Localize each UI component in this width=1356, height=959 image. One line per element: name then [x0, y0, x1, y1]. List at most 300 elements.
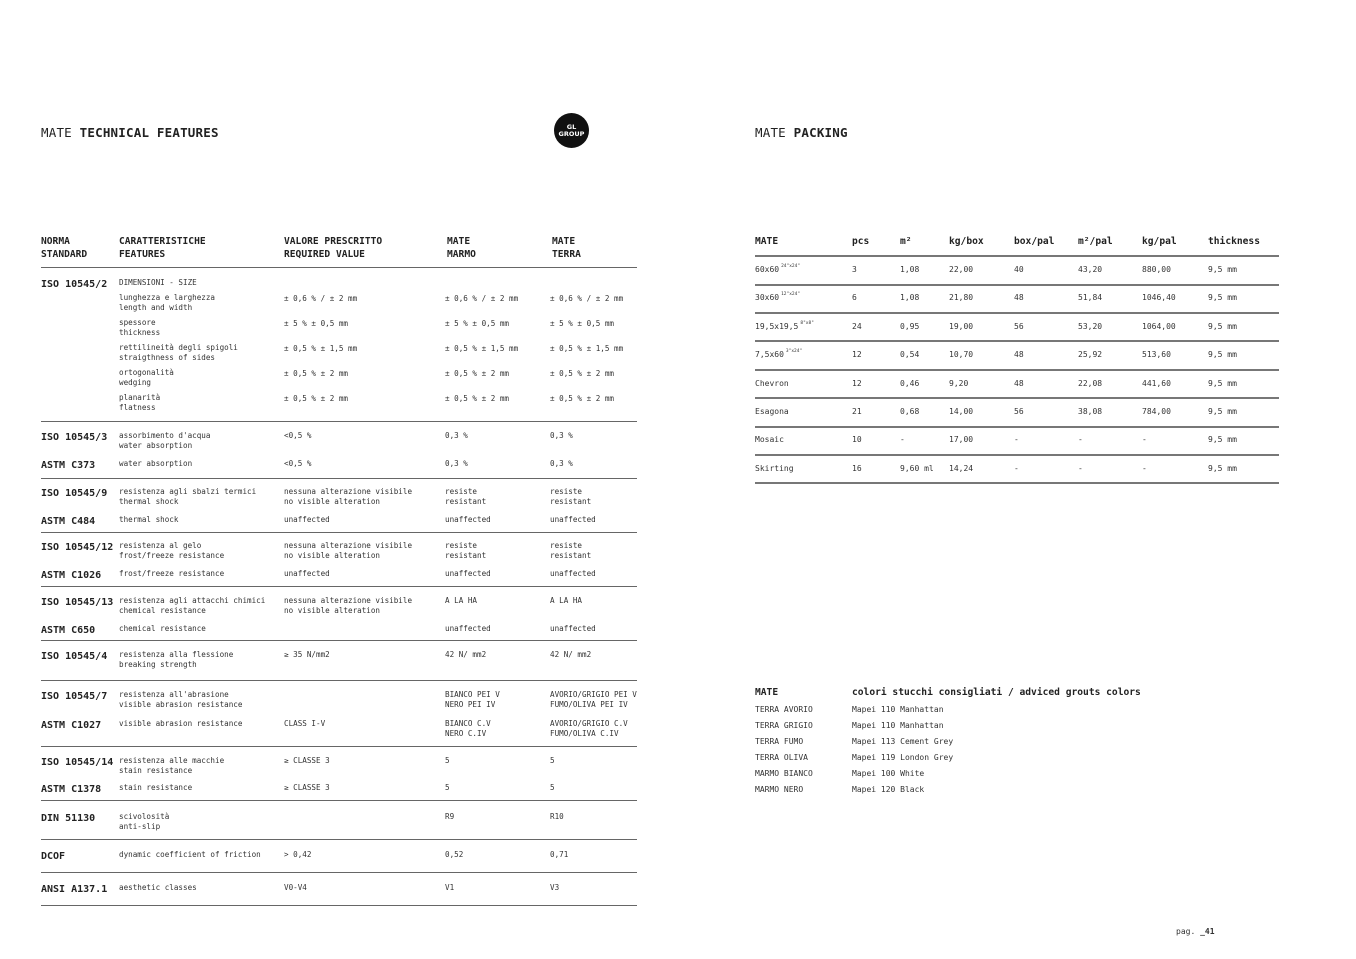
- grout-tile-color-line: TERRA AVORIO: [755, 705, 813, 714]
- feature-text-line: scivolosità: [119, 812, 170, 821]
- grout-tile-color: [755, 785, 803, 794]
- divider: [41, 839, 637, 840]
- divider: [41, 680, 637, 681]
- grout-tile-color: [755, 769, 813, 778]
- required-value-line: <0,5 %: [284, 431, 312, 440]
- standard-code-line: ISO 10545/3: [41, 432, 108, 443]
- standard-code: [41, 570, 101, 581]
- standard-code-line: ISO 10545/9: [41, 488, 108, 499]
- packing-cell-m2-line: -: [900, 435, 905, 445]
- marmo-value: [445, 319, 509, 329]
- size-label: Esagona: [755, 407, 789, 416]
- standard-code: [41, 432, 107, 443]
- grout-header-colors-line: colori stucchi consigliati / adviced grouts colors: [852, 687, 1141, 698]
- standard-code-line: ISO 10545/7: [41, 691, 108, 702]
- marmo-value-line: 0,3 %: [445, 459, 468, 468]
- feature-text: [119, 368, 174, 388]
- marmo-value-line: 5: [445, 756, 450, 765]
- grout-header-mate: [755, 687, 778, 698]
- marmo-value: [445, 812, 454, 822]
- feature-text-line: thermal shock: [119, 515, 179, 524]
- packing-cell-m2: [900, 322, 919, 331]
- packing-header: [1142, 236, 1177, 247]
- divider: [41, 800, 637, 801]
- packing-header: [1078, 236, 1113, 247]
- packing-cell-boxpal-line: 56: [1014, 407, 1024, 416]
- terra-value-line: AVORIO/GRIGIO PEI V: [550, 690, 637, 699]
- feature-text-line: frost/freeze resistance: [119, 569, 225, 578]
- standard-code-line: ASTM C1027: [41, 720, 102, 731]
- packing-cell-kgbox-line: 14,00: [949, 407, 974, 416]
- packing-cell-boxpal: [1014, 350, 1024, 359]
- terra-value: [550, 319, 614, 329]
- packing-cell-kgpal: [1142, 350, 1171, 359]
- packing-header: [852, 236, 869, 247]
- standard-code: [41, 516, 95, 527]
- terra-value-line: FUMO/OLIVA PEI IV: [550, 700, 628, 709]
- packing-row-divider: [755, 369, 1279, 371]
- packing-header-line: m²: [900, 236, 912, 247]
- feature-text: [119, 812, 169, 832]
- marmo-value-line: ± 0,5 % ± 2 mm: [445, 369, 510, 378]
- packing-cell-m2-line: 0,54: [900, 350, 920, 360]
- packing-cell-kgpal: [1142, 322, 1176, 331]
- terra-value: [550, 431, 573, 441]
- required-value: [284, 650, 330, 660]
- packing-size: [755, 322, 814, 331]
- marmo-value: [445, 541, 486, 561]
- packing-cell-kgpal-line: -: [1142, 435, 1147, 445]
- grout-tile-color-line: TERRA GRIGIO: [755, 721, 813, 730]
- feature-text: [119, 883, 197, 893]
- packing-cell-pcs-line: 6: [852, 293, 857, 303]
- header-divider: [41, 267, 637, 268]
- marmo-value-line: ± 0,5 % ± 2 mm: [445, 394, 510, 403]
- standard-code-line: ASTM C1026: [41, 570, 102, 581]
- marmo-value: [445, 783, 450, 793]
- required-value: [284, 459, 311, 469]
- packing-cell-kgbox-line: 14,24: [949, 463, 974, 473]
- standard-code-line: ASTM C484: [41, 516, 96, 527]
- packing-cell-thickness: [1208, 407, 1237, 416]
- feature-text-line: resistenza alla flessione: [119, 650, 234, 659]
- packing-header-line: thickness: [1208, 236, 1260, 247]
- packing-cell-kgpal-line: 441,60: [1142, 378, 1171, 388]
- terra-value-line: ± 0,6 % / ± 2 mm: [550, 294, 624, 303]
- marmo-value: [445, 569, 491, 579]
- required-value-line: no visible alteration: [284, 606, 381, 615]
- terra-value: [550, 783, 555, 793]
- feature-text: [119, 756, 224, 776]
- packing-cell-kgbox-line: 22,00: [949, 265, 974, 274]
- standard-code: [41, 813, 95, 824]
- marmo-value-line: resiste: [445, 541, 478, 550]
- packing-cell-m2pal-line: -: [1078, 463, 1083, 473]
- feature-text-line: straigthness of sides: [119, 353, 216, 362]
- feature-text: [119, 515, 178, 525]
- marmo-value-line: 42 N/ mm2: [445, 650, 487, 659]
- packing-header: [1014, 236, 1054, 247]
- feature-text-line: lunghezza e larghezza: [119, 293, 216, 302]
- packing-cell-kgbox: [949, 379, 968, 388]
- size-inch: 12"x24": [781, 292, 801, 298]
- marmo-value: [445, 650, 486, 660]
- grout-recommended: [852, 705, 944, 714]
- packing-cell-thickness: [1208, 322, 1237, 331]
- marmo-value: [445, 459, 468, 469]
- standard-code: [41, 625, 95, 636]
- required-value: [284, 541, 412, 561]
- feature-text-line: assorbimento d'acqua: [119, 431, 211, 440]
- feature-text: [119, 293, 215, 313]
- marmo-value-line: ± 0,5 % ± 1,5 mm: [445, 344, 519, 353]
- packing-cell-boxpal-line: 48: [1014, 293, 1024, 303]
- feature-text-line: spessore: [119, 318, 156, 327]
- required-value-line: ≥ 35 N/mm2: [284, 650, 330, 659]
- terra-value-line: 42 N/ mm2: [550, 650, 592, 659]
- packing-header-line: kg/box: [949, 236, 984, 247]
- terra-value-line: unaffected: [550, 515, 596, 524]
- packing-title: MATE PACKING: [755, 125, 848, 140]
- required-value-line: no visible alteration: [284, 497, 381, 506]
- feature-text-line: water absorption: [119, 441, 193, 450]
- packing-cell-boxpal-line: 56: [1014, 321, 1024, 331]
- terra-value-line: resiste: [550, 541, 583, 550]
- packing-cell-thickness: [1208, 350, 1237, 359]
- feature-text: [119, 719, 242, 729]
- size-label: 19,5x19,5: [755, 321, 799, 331]
- marmo-value: [445, 431, 468, 441]
- required-value: [284, 850, 311, 860]
- grout-tile-color-line: MARMO BIANCO: [755, 769, 813, 778]
- packing-cell-boxpal: [1014, 322, 1024, 331]
- feature-text-line: ortogonalità: [119, 368, 174, 377]
- grout-recommended: [852, 753, 953, 762]
- packing-cell-thickness-line: 9,5 mm: [1208, 435, 1237, 445]
- packing-size: [755, 379, 789, 388]
- packing-cell-pcs: [852, 435, 862, 444]
- marmo-value-line: BIANCO PEI V: [445, 690, 500, 699]
- marmo-value-line: ± 0,6 % / ± 2 mm: [445, 294, 519, 303]
- terra-value: [550, 624, 596, 634]
- packing-cell-thickness-line: 9,5 mm: [1208, 463, 1237, 473]
- packing-cell-pcs-line: 10: [852, 435, 862, 445]
- terra-value: [550, 596, 582, 606]
- divider: [41, 746, 637, 747]
- terra-value: [550, 459, 573, 469]
- terra-value-line: resistant: [550, 497, 592, 506]
- grout-header-colors: [852, 687, 1141, 698]
- tech-header-features: CARATTERISTICHE FEATURES: [119, 236, 206, 260]
- feature-text: [119, 541, 224, 561]
- feature-text-line: chemical resistance: [119, 624, 206, 633]
- feature-text-line: length and width: [119, 303, 193, 312]
- feature-text: [119, 569, 224, 579]
- packing-cell-m2pal-line: 38,08: [1078, 407, 1103, 416]
- terra-value-line: ± 0,5 % ± 2 mm: [550, 394, 615, 403]
- standard-code-line: ISO 10545/2: [41, 279, 108, 290]
- packing-cell-thickness: [1208, 435, 1237, 444]
- packing-cell-thickness-line: 9,5 mm: [1208, 321, 1237, 331]
- required-value-line: ≥ CLASSE 3: [284, 783, 330, 792]
- feature-text-line: dynamic coefficient of friction: [119, 850, 261, 859]
- packing-header: [755, 236, 778, 247]
- standard-code: [41, 542, 113, 553]
- packing-cell-boxpal: [1014, 435, 1019, 444]
- packing-header-line: m²/pal: [1078, 236, 1113, 247]
- packing-cell-kgpal: [1142, 379, 1171, 388]
- feature-text-line: anti-slip: [119, 822, 161, 831]
- packing-cell-pcs: [852, 407, 862, 416]
- packing-cell-kgpal-line: 784,00: [1142, 407, 1171, 416]
- packing-cell-kgpal-line: 1064,00: [1142, 321, 1176, 331]
- packing-cell-thickness: [1208, 464, 1237, 473]
- packing-cell-kgbox: [949, 350, 973, 359]
- grout-tile-color-line: TERRA FUMO: [755, 737, 804, 746]
- marmo-value: [445, 624, 491, 634]
- standard-code-line: ASTM C650: [41, 625, 96, 636]
- packing-cell-m2pal-line: 53,20: [1078, 321, 1103, 331]
- feature-text-line: resistenza al gelo: [119, 541, 202, 550]
- standard-code-line: ASTM C1378: [41, 784, 102, 795]
- packing-cell-kgpal-line: 880,00: [1142, 265, 1171, 274]
- packing-cell-thickness-line: 9,5 mm: [1208, 350, 1237, 360]
- marmo-value: [445, 690, 500, 710]
- packing-cell-m2-line: 1,08: [900, 293, 920, 303]
- packing-cell-kgpal: [1142, 265, 1171, 274]
- packing-cell-boxpal-line: 48: [1014, 350, 1024, 360]
- terra-value: [550, 812, 564, 822]
- feature-text-line: resistenza agli attacchi chimici: [119, 596, 266, 605]
- packing-cell-boxpal-line: 48: [1014, 378, 1024, 388]
- packing-cell-m2pal: [1078, 322, 1102, 331]
- packing-cell-m2-line: 0,68: [900, 407, 920, 416]
- packing-cell-m2pal: [1078, 293, 1102, 302]
- divider: [41, 905, 637, 906]
- packing-cell-kgbox-line: 17,00: [949, 435, 974, 445]
- feature-text: [119, 624, 206, 634]
- feature-text: [119, 318, 160, 338]
- packing-cell-m2: [900, 407, 919, 416]
- packing-cell-kgbox: [949, 293, 973, 302]
- packing-cell-thickness-line: 9,5 mm: [1208, 407, 1237, 416]
- marmo-value-line: resistant: [445, 497, 487, 506]
- standard-code: [41, 597, 113, 608]
- terra-value: [550, 515, 596, 525]
- packing-cell-pcs-line: 24: [852, 321, 862, 331]
- packing-header-line: kg/pal: [1142, 236, 1177, 247]
- required-value-line: ± 5 % ± 0,5 mm: [284, 319, 349, 328]
- packing-cell-thickness: [1208, 265, 1237, 274]
- packing-cell-thickness-line: 9,5 mm: [1208, 265, 1237, 274]
- packing-cell-kgbox-line: 21,80: [949, 293, 974, 303]
- terra-value-line: V3: [550, 883, 560, 892]
- feature-text: [119, 650, 233, 670]
- packing-cell-m2pal: [1078, 379, 1102, 388]
- terra-value: [550, 719, 628, 739]
- feature-text-line: water absorption: [119, 459, 193, 468]
- packing-cell-m2pal: [1078, 407, 1102, 416]
- feature-text: [119, 459, 192, 469]
- marmo-value-line: resistant: [445, 551, 487, 560]
- gl-group-logo: GL GROUP: [554, 113, 589, 148]
- size-inch: 3"x24": [785, 349, 803, 355]
- required-value: [284, 569, 330, 579]
- packing-header: [949, 236, 984, 247]
- required-value: [284, 756, 330, 766]
- feature-text: [119, 783, 192, 793]
- feature-text-line: aesthetic classes: [119, 883, 197, 892]
- feature-text: [119, 850, 261, 860]
- grout-tile-color: [755, 705, 813, 714]
- packing-cell-m2-line: 1,08: [900, 265, 920, 274]
- terra-value-line: ± 0,5 % ± 1,5 mm: [550, 344, 624, 353]
- packing-cell-m2pal: [1078, 265, 1102, 274]
- standard-code: [41, 720, 101, 731]
- standard-code-line: ANSI A137.1: [41, 884, 108, 895]
- packing-cell-boxpal: [1014, 379, 1024, 388]
- packing-header: [900, 236, 912, 247]
- feature-text-line: resistenza all'abrasione: [119, 690, 229, 699]
- feature-text: [119, 393, 160, 413]
- terra-value: [550, 541, 591, 561]
- marmo-value: [445, 369, 509, 379]
- terra-value-line: FUMO/OLIVA C.IV: [550, 729, 619, 738]
- required-value: [284, 883, 307, 893]
- required-value-line: ≥ CLASSE 3: [284, 756, 330, 765]
- marmo-value-line: unaffected: [445, 515, 491, 524]
- size-label: Skirting: [755, 463, 794, 473]
- packing-cell-m2: [900, 265, 919, 274]
- packing-cell-boxpal-line: 40: [1014, 265, 1024, 274]
- standard-code: [41, 691, 107, 702]
- packing-cell-kgpal: [1142, 464, 1147, 473]
- packing-size: [755, 265, 800, 274]
- packing-cell-m2-line: 9,60 ml: [900, 463, 934, 473]
- marmo-value-line: NERO PEI IV: [445, 700, 496, 709]
- divider: [41, 586, 637, 587]
- packing-cell-thickness-line: 9,5 mm: [1208, 378, 1237, 388]
- packing-cell-m2pal-line: 43,20: [1078, 265, 1103, 274]
- standard-code: [41, 784, 101, 795]
- divider: [41, 640, 637, 641]
- packing-cell-m2: [900, 293, 919, 302]
- size-label: 30x60: [755, 293, 780, 303]
- packing-cell-thickness-line: 9,5 mm: [1208, 293, 1237, 303]
- marmo-value: [445, 850, 463, 860]
- terra-value: [550, 690, 637, 710]
- packing-cell-pcs-line: 16: [852, 463, 862, 473]
- standard-code: [41, 884, 107, 895]
- marmo-value-line: resiste: [445, 487, 478, 496]
- packing-cell-m2-line: 0,95: [900, 321, 920, 331]
- packing-cell-kgpal: [1142, 293, 1176, 302]
- standard-code: [41, 460, 95, 471]
- packing-cell-pcs: [852, 293, 857, 302]
- terra-value-line: R10: [550, 812, 564, 821]
- packing-cell-m2: [900, 464, 934, 473]
- grout-recommended-line: Mapei 120 Black: [852, 785, 925, 794]
- required-value-line: nessuna alterazione visibile: [284, 596, 413, 605]
- feature-text: [119, 596, 265, 616]
- feature-text-line: thickness: [119, 328, 161, 337]
- packing-header-line: pcs: [852, 236, 870, 247]
- packing-cell-m2pal: [1078, 350, 1102, 359]
- required-value-line: > 0,42: [284, 850, 312, 859]
- standard-code: [41, 488, 107, 499]
- terra-value-line: unaffected: [550, 624, 596, 633]
- packing-size: [755, 350, 802, 359]
- required-value: [284, 719, 325, 729]
- grout-tile-color-line: MARMO NERO: [755, 785, 804, 794]
- packing-row-divider: [755, 397, 1279, 399]
- feature-text-line: resistenza alle macchie: [119, 756, 225, 765]
- marmo-value-line: R9: [445, 812, 455, 821]
- grout-recommended: [852, 769, 924, 778]
- size-label: Mosaic: [755, 435, 784, 445]
- size-group-title: [119, 278, 197, 288]
- packing-cell-thickness: [1208, 379, 1237, 388]
- required-value-line: unaffected: [284, 569, 330, 578]
- packing-cell-thickness: [1208, 293, 1237, 302]
- feature-text: [119, 487, 256, 507]
- size-group-title-line: DIMENSIONI - SIZE: [119, 278, 197, 287]
- terra-value: [550, 756, 555, 766]
- terra-value-line: AVORIO/GRIGIO C.V: [550, 719, 628, 728]
- packing-cell-pcs-line: 3: [852, 265, 857, 274]
- tech-header-standard: NORMA STANDARD: [41, 236, 88, 260]
- terra-value: [550, 650, 591, 660]
- required-value-line: ± 0,5 % ± 1,5 mm: [284, 344, 358, 353]
- marmo-value-line: BIANCO C.V: [445, 719, 491, 728]
- grout-tile-color-line: TERRA OLIVA: [755, 753, 808, 762]
- marmo-value: [445, 294, 518, 304]
- packing-cell-m2pal-line: 25,92: [1078, 350, 1103, 360]
- required-value-line: ± 0,5 % ± 2 mm: [284, 394, 349, 403]
- feature-text: [119, 690, 242, 710]
- standard-code-line: DCOF: [41, 851, 66, 862]
- marmo-value-line: unaffected: [445, 569, 491, 578]
- packing-cell-kgbox-line: 9,20: [949, 378, 969, 388]
- packing-row-divider: [755, 284, 1279, 286]
- packing-cell-kgbox: [949, 464, 973, 473]
- packing-size: [755, 293, 800, 302]
- divider: [41, 478, 637, 479]
- packing-size: [755, 407, 789, 416]
- marmo-value: [445, 719, 491, 739]
- packing-cell-m2pal-line: 51,84: [1078, 293, 1103, 303]
- packing-cell-pcs: [852, 322, 862, 331]
- packing-cell-boxpal: [1014, 407, 1024, 416]
- standard-code-line: ISO 10545/4: [41, 651, 108, 662]
- standard-code: [41, 851, 65, 862]
- required-value: [284, 369, 348, 379]
- packing-cell-kgbox: [949, 265, 973, 274]
- grout-tile-color: [755, 753, 808, 762]
- required-value: [284, 294, 357, 304]
- packing-cell-m2: [900, 379, 919, 388]
- terra-value-line: resiste: [550, 487, 583, 496]
- feature-text-line: stain resistance: [119, 783, 193, 792]
- packing-header-line: MATE: [755, 236, 779, 247]
- marmo-value: [445, 487, 486, 507]
- terra-value: [550, 394, 614, 404]
- grout-recommended: [852, 721, 944, 730]
- feature-text-line: frost/freeze resistance: [119, 551, 225, 560]
- required-value-line: ± 0,5 % ± 2 mm: [284, 369, 349, 378]
- packing-cell-kgpal: [1142, 407, 1171, 416]
- terra-value-line: 5: [550, 756, 555, 765]
